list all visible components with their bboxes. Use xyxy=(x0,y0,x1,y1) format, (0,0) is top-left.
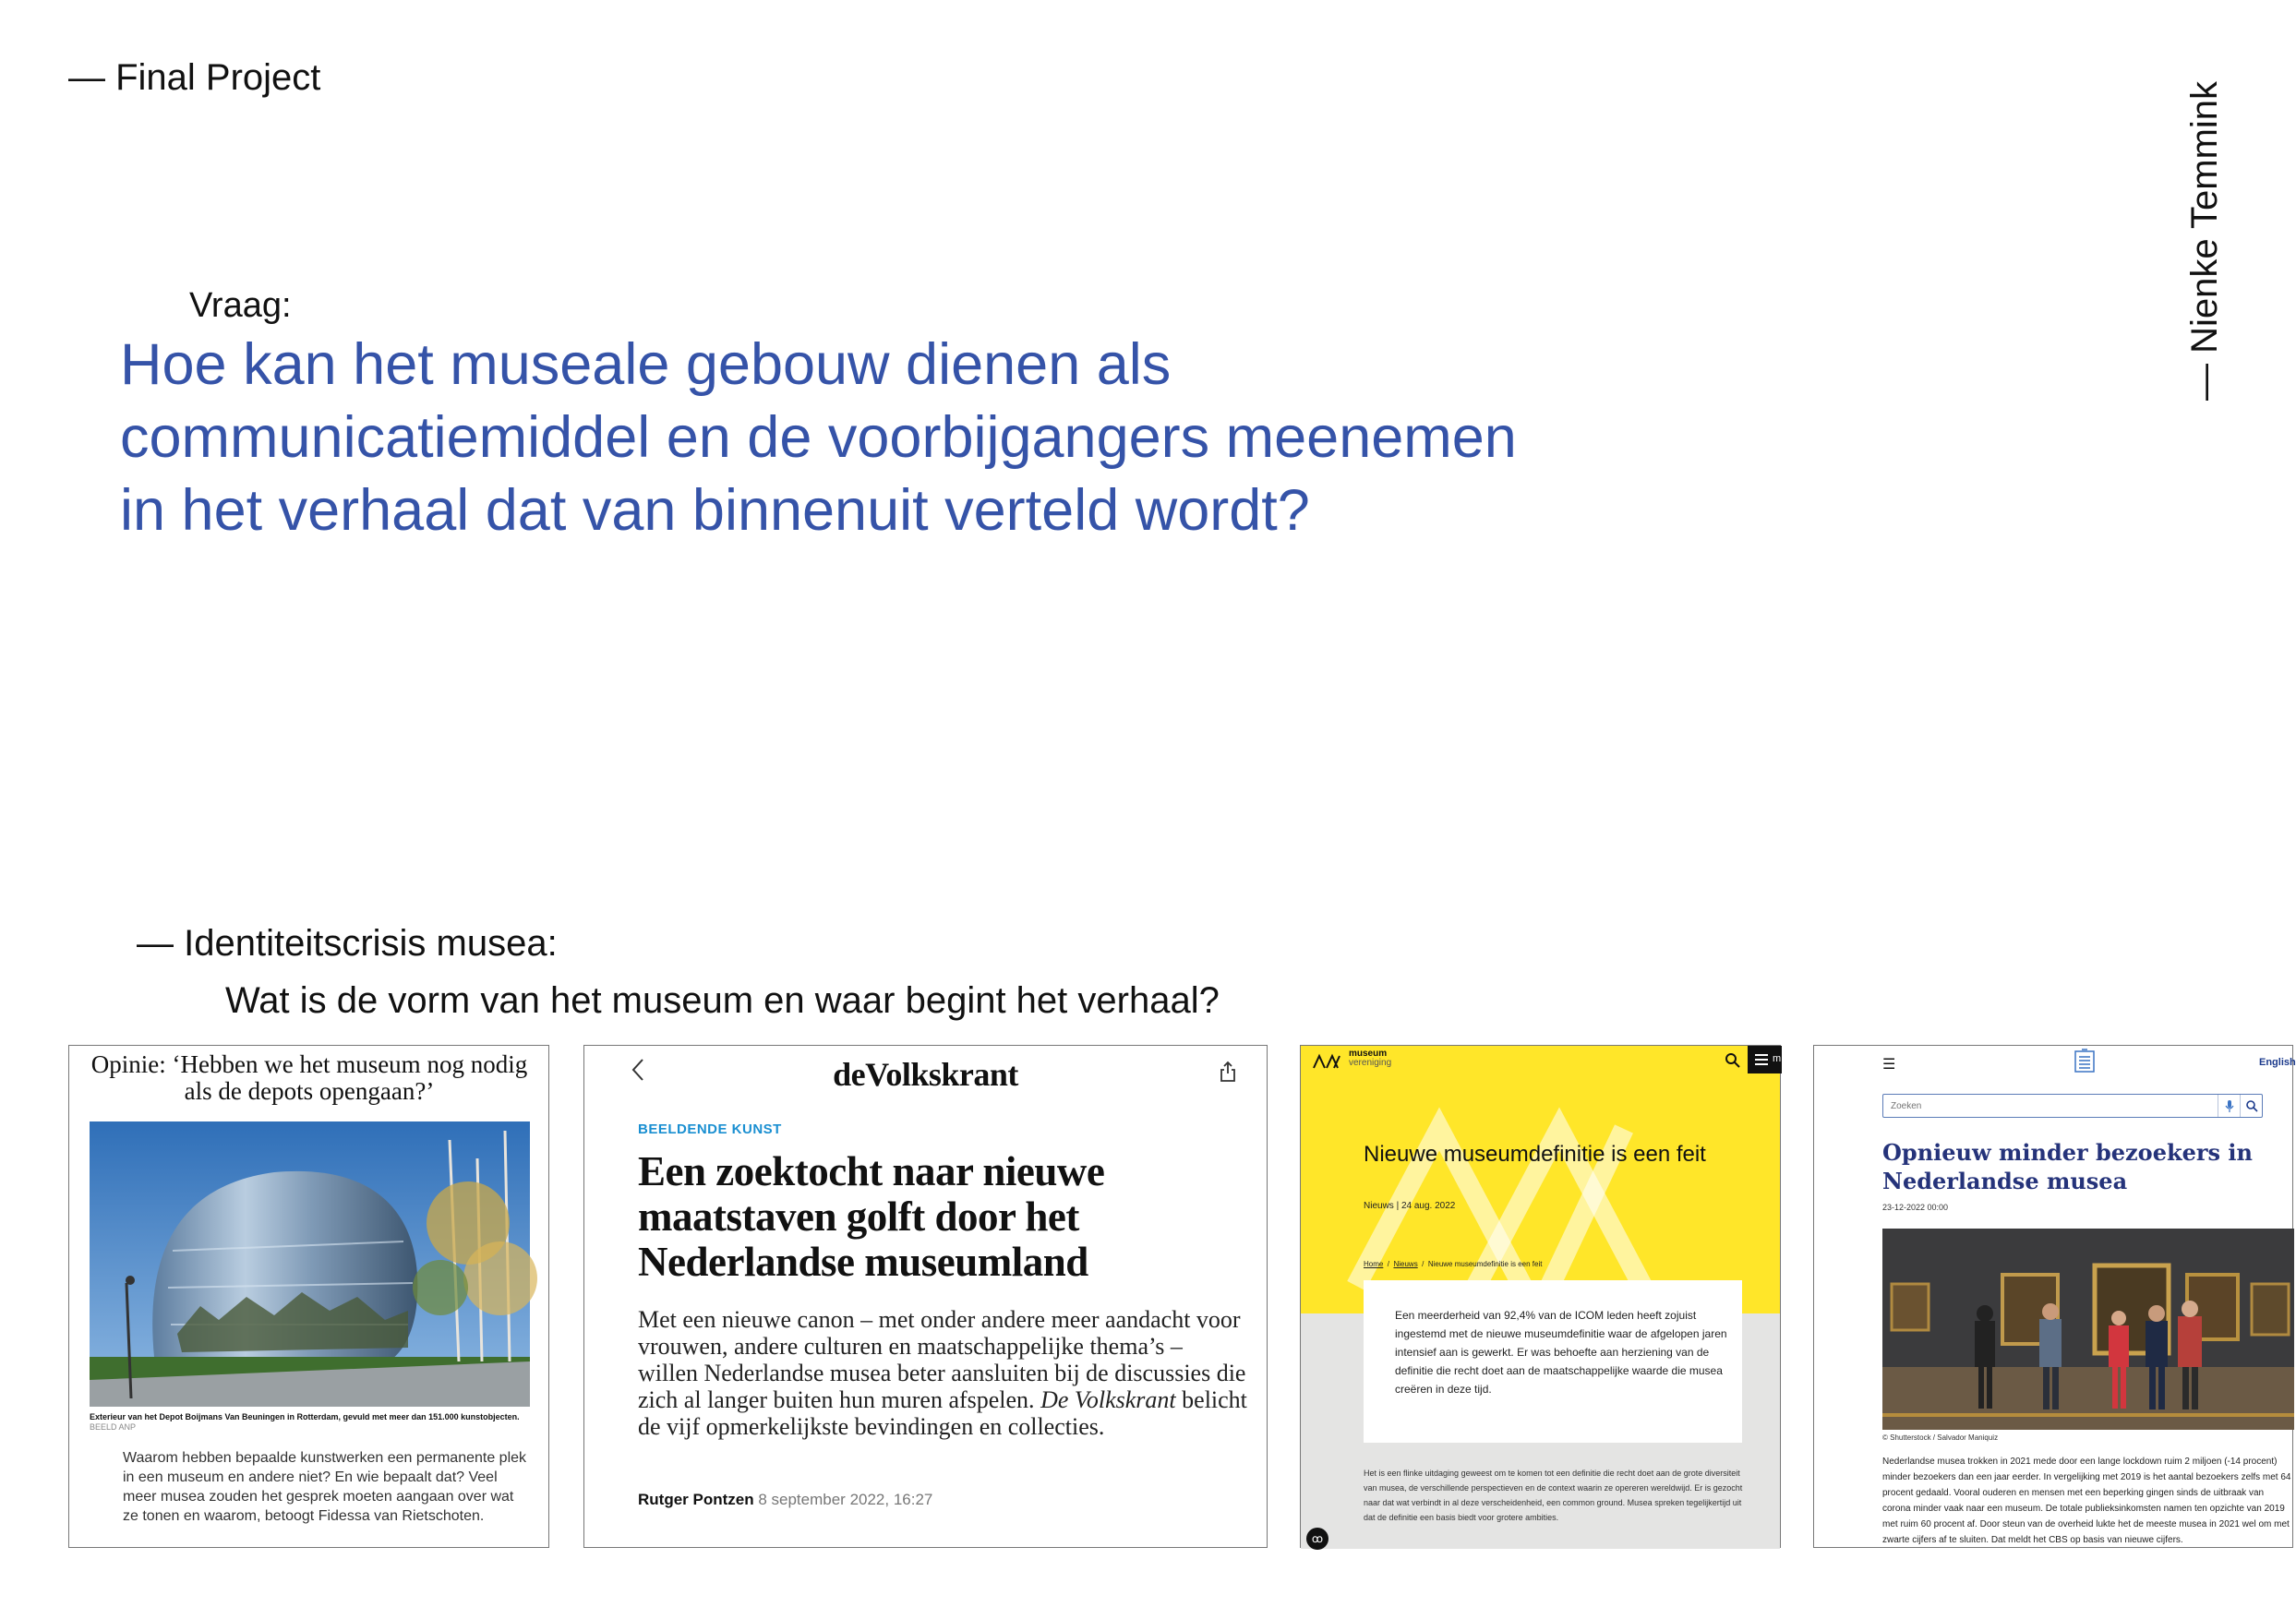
rijksoverheid-article-screenshot xyxy=(1813,1045,2296,1548)
depot-building-photo xyxy=(90,1121,530,1407)
volkskrant-article-screenshot xyxy=(583,1045,1268,1548)
news-date: 23-12-2022 00:00 xyxy=(1882,1203,1949,1212)
language-link[interactable]: English xyxy=(2259,1057,2296,1068)
search-bar xyxy=(1882,1094,2263,1118)
article-headline: Een zoektocht naar nieuwe maatstaven golft door het Nederlandse museumland xyxy=(638,1148,1105,1285)
photo-caption: Exterieur van het Depot Boijmans Van Beuningen in Rotterdam, gevuld met meer dan 151.000 kunstobjecten. BEELD ANP xyxy=(90,1412,520,1432)
breadcrumb-current: Nieuwe museumdefinitie is een feit xyxy=(1427,1260,1543,1268)
accessibility-badge[interactable]: ꝏ xyxy=(1306,1528,1328,1550)
question-line: Hoe kan het museale gebouw dienen als xyxy=(120,332,1172,397)
intro-text: Een meerderheid van 92,4% van de ICOM leden heeft zojuist ingestemd met de nieuwe museumdefinitie waar de afgelopen jaren intensief aan is gewerkt. Er was behoefte aan herziening van de definitie die recht doet aan de maatschappelijke waarde die musea creëren in deze tijd. xyxy=(1395,1309,1727,1396)
intro-box xyxy=(1364,1280,1742,1443)
opinion-article-screenshot xyxy=(68,1045,549,1548)
museum-visitors-photo xyxy=(1882,1229,2294,1430)
article-byline: Rutger Pontzen 8 september 2022, 16:27 xyxy=(638,1491,933,1508)
section-label: — Identiteitscrisis musea: xyxy=(137,923,558,964)
question-line: communicatiemiddel en de voorbijgangers meenemen xyxy=(120,405,1517,470)
author-name: — Nienke Temmink xyxy=(2184,80,2225,401)
research-question xyxy=(120,329,1708,547)
hamburger-icon[interactable]: ☰ xyxy=(1882,1057,1896,1073)
news-body: Nederlandse musea trokken in 2021 mede door een lange lockdown ruim 2 miljoen (-14 procent) minder bezoekers dan een jaar eerder. In vergelijking met 2019 is het aantal bezoekers zelfs met 64 procent gedaald. Vooral ouderen en mensen met een beperking gingen sinds de uitbraak van corona minder vaak naar een museum. De totale publieksinkomsten namen ten opzichte van 2019 met ruim 60 procent af. Door steun van de overheid lukte het de meeste musea in 2021 wel om met zwarte cijfers af te sluiten. Dat meldt het CBS op basis van nieuwe cijfers. xyxy=(1882,1457,2291,1545)
volkskrant-logo: deVolkskrant xyxy=(833,1056,1018,1093)
menu-icon[interactable]: m xyxy=(1748,1046,1782,1073)
search-icon[interactable] xyxy=(1724,1051,1742,1070)
breadcrumb-news[interactable]: Nieuws xyxy=(1393,1260,1418,1268)
breadcrumb: Home / Nieuws / Nieuwe museumdefinitie is een feit xyxy=(1364,1260,1543,1268)
question-label: Vraag: xyxy=(189,286,292,325)
news-meta: Nieuws | 24 aug. 2022 xyxy=(1364,1201,1456,1211)
museumvereniging-logo-icon xyxy=(1312,1054,1347,1069)
search-icon[interactable] xyxy=(2240,1095,2262,1117)
question-line: in het verhaal dat van binnenuit verteld wordt? xyxy=(120,478,1310,543)
news-title: Opnieuw minder bezoekers in Nederlandse musea xyxy=(1882,1139,2253,1194)
museumvereniging-logo: museum vereniging xyxy=(1349,1049,1392,1068)
share-icon[interactable] xyxy=(1220,1061,1236,1083)
article-lead: Met een nieuwe canon – met onder andere meer aandacht voor vrouwen, andere culturen en maatschappelijke thema’s – willen Nederlandse musea beter aansluiten bij de discussies die zich al langer buiten hun muren afspelen. De Volkskrant belicht de vijf opmerkelijkste bevindingen en collecties. xyxy=(638,1306,1247,1440)
section-subtitle: Wat is de vorm van het museum en waar begint het verhaal? xyxy=(225,980,1220,1021)
news-body: Het is een flinke uitdaging geweest om te komen tot een definitie die recht doet aan de grote diversiteit van musea, de verschillende perspectieven en de context waarin ze opereren wereldwijd. Er is gezocht naar dat wat verbindt in al deze verscheidenheid, een common ground. Musea spreken tegelijkertijd uit dat de definitie een basis biedt voor grotere ambities. xyxy=(1364,1469,1743,1522)
microphone-icon[interactable] xyxy=(2218,1095,2240,1117)
article-kicker: BEELDENDE KUNST xyxy=(638,1121,782,1137)
opinion-title: Opinie: ‘Hebben we het museum nog nodig als de depots opengaan?’ xyxy=(90,1050,528,1105)
photo-credit: © Shutterstock / Salvador Maniquiz xyxy=(1882,1433,1999,1442)
rijksoverheid-emblem-icon xyxy=(2074,1048,2095,1073)
breadcrumb-home[interactable]: Home xyxy=(1364,1260,1384,1268)
project-label: — Final Project xyxy=(68,57,321,98)
search-input[interactable] xyxy=(1883,1095,2216,1117)
news-title: Nieuwe museumdefinitie is een feit xyxy=(1364,1142,1706,1167)
museumvereniging-screenshot xyxy=(1300,1045,1781,1548)
opinion-intro: Waarom hebben bepaalde kunstwerken een permanente plek in een museum en andere niet? En wie bepaalt dat? Veel meer musea zouden het gesprek moeten aangaan over wat ze tonen en waarom, betoogt Fidessa van Rietschoten. xyxy=(123,1450,527,1524)
